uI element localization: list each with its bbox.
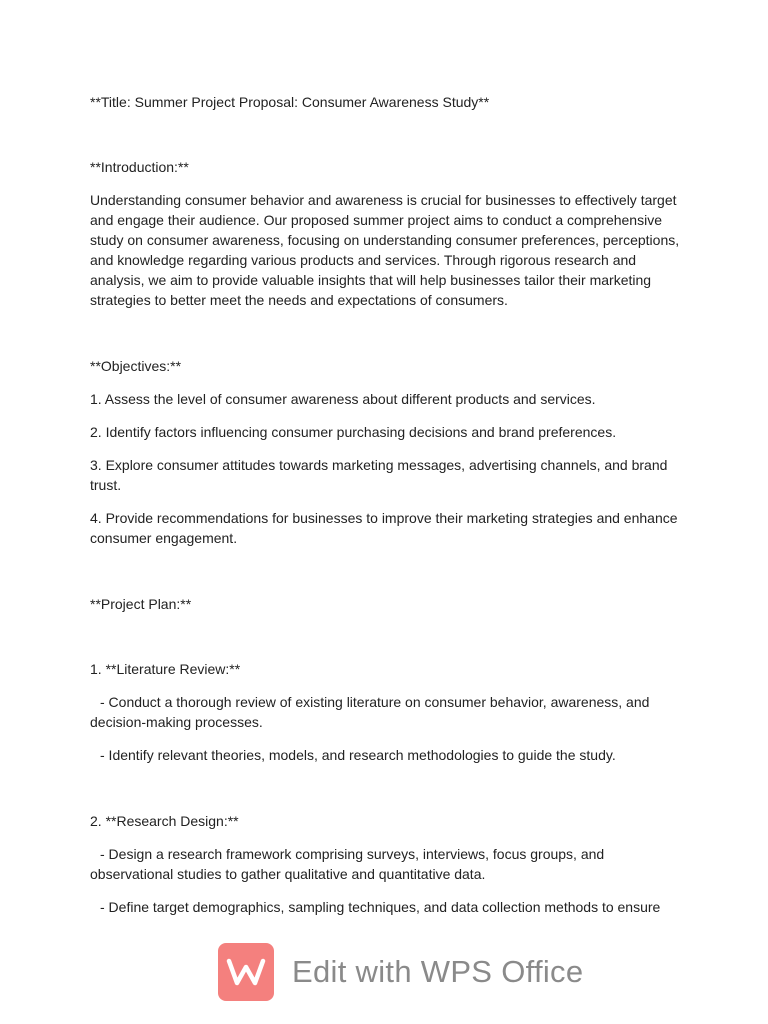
objective-item-3: 3. Explore consumer attitudes towards marketing messages, advertising channels, and brand trust. [90, 457, 668, 493]
literature-review-heading: 1. **Literature Review:** [90, 661, 241, 677]
objective-item-2: 2. Identify factors influencing consumer purchasing decisions and brand preferences. [90, 424, 617, 440]
literature-review-item-1: - Conduct a thorough review of existing literature on consumer behavior, awareness, and decision-making processes. [90, 694, 650, 730]
wps-edit-watermark[interactable] [218, 943, 583, 1001]
project-plan-heading: **Project Plan:** [90, 596, 192, 612]
research-design-item-1: - Design a research framework comprising surveys, interviews, focus groups, and observational studies to gather qualitative and quantitative data. [90, 846, 605, 882]
research-design-item-2: - Define target demographics, sampling techniques, and data collection methods to ensure [100, 899, 661, 915]
objective-item-1: 1. Assess the level of consumer awareness about different products and services. [90, 391, 596, 407]
introduction-paragraph: Understanding consumer behavior and awareness is crucial for businesses to effectively target and engage their audience. Our proposed summer project aims to conduct a comprehensive study on consumer awareness, focusing on understanding consumer preferences, perceptions, and knowledge regarding various products and services. Through rigorous research and analysis, we aim to provide valuable insights that will help businesses tailor their marketing strategies to better meet the needs and expectations of consumers. [90, 192, 680, 308]
objective-item-4: 4. Provide recommendations for businesses to improve their marketing strategies and enhance consumer engagement. [90, 510, 678, 546]
introduction-heading: **Introduction:** [90, 159, 189, 175]
document-title: **Title: Summer Project Proposal: Consumer Awareness Study** [90, 94, 490, 110]
objectives-heading: **Objectives:** [90, 358, 182, 374]
wps-w-logo-icon [218, 943, 274, 1001]
literature-review-item-2: - Identify relevant theories, models, and research methodologies to guide the study. [100, 747, 616, 763]
wps-edit-label: Edit with WPS Office [292, 954, 584, 989]
research-design-heading: 2. **Research Design:** [90, 813, 239, 829]
